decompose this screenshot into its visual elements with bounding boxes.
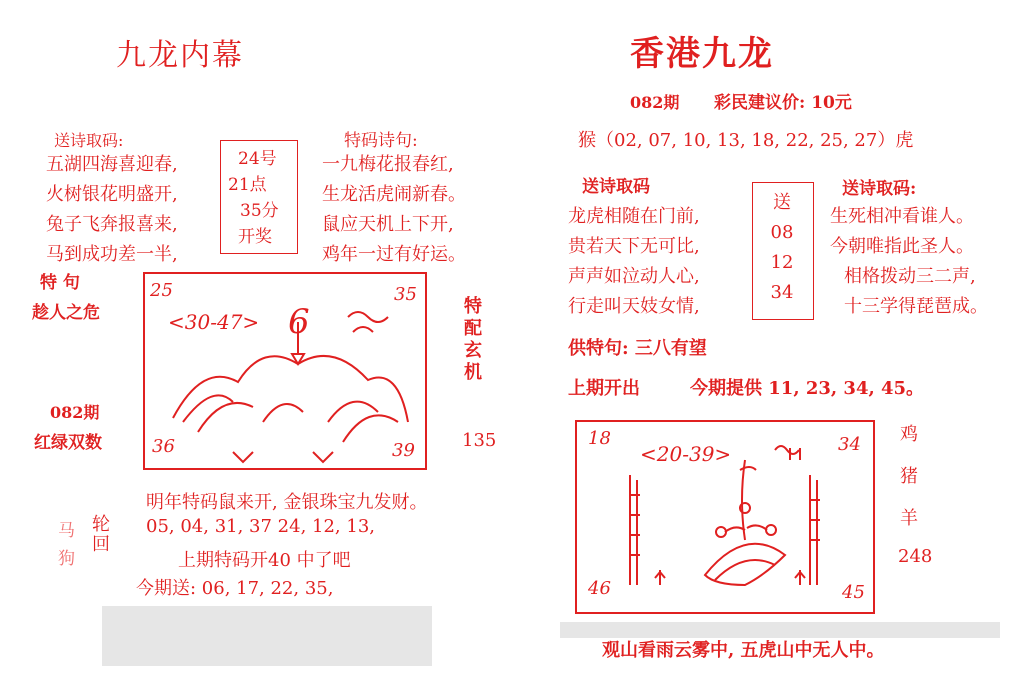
poem-line: 一九梅花报春红, [322,154,454,175]
box-range: <30-47> [168,310,260,334]
left-line-1: 明年特码鼠来开, 金银珠宝九发财。 [146,492,428,513]
poem-line: 生死相冲看谁人。 [830,206,974,227]
left-gray-strip [102,606,432,666]
right-poem-right [830,202,988,322]
left-time-lines [228,146,279,250]
left-poem-right [322,150,466,270]
left-poem-right-title: 特码诗句: [344,131,418,151]
box-corner-number: 46 [588,578,611,599]
left-special-label: 特 句 [40,273,80,293]
center-value: 12 [770,252,794,273]
poem-line: 今朝唯指此圣人。 [830,236,974,257]
poem-line: 行走叫天妓女情, [568,296,700,317]
left-poem-left [46,150,178,270]
mountain-sketch-icon [143,272,423,466]
right-issue: 082期 [630,93,680,112]
right-price: 彩民建议价: 10元 [714,93,852,113]
right-poem-left-title: 送诗取码 [582,177,650,197]
left-issue-text: 红绿双数 [34,433,102,453]
box-corner-number: 18 [588,428,611,449]
right-monkey-line: 猴（02, 07, 10, 13, 18, 22, 25, 27）虎 [578,130,914,151]
time-line: 21点 [228,175,267,195]
side-animal: 羊 [900,508,918,529]
box-corner-number: 39 [392,440,415,461]
poem-line: 十三学得琵琶成。 [844,296,988,317]
center-value: 08 [770,222,794,243]
poem-line: 马到成功差一半, [46,244,178,265]
box-corner-number: 36 [152,436,175,457]
right-side-number: 248 [898,546,933,567]
left-line-4: 今期送: 06, 17, 22, 35, [136,578,334,599]
left-issue: 082期 [50,403,100,422]
time-line: 35分 [240,201,279,221]
time-line: 24号 [238,149,277,169]
right-special: 供特句: 三八有望 [568,338,707,359]
left-line-2: 05, 04, 31, 37 24, 12, 13, [146,516,375,537]
poem-line: 兔子飞奔报喜来, [46,214,178,235]
left-special-text: 趁人之危 [32,303,100,323]
right-poem-right-title: 送诗取码: [842,179,917,199]
center-value: 34 [770,282,794,303]
box-corner-number: 25 [150,280,173,301]
poem-line: 生龙活虎闹新春。 [322,184,466,205]
box-range: <20-39> [640,442,732,466]
left-title: 九龙内幕 [116,38,244,73]
left-poem-left-title: 送诗取码: [54,131,124,150]
right-center-values [752,188,812,308]
poem-line: 贵若天下无可比, [568,236,700,257]
poem-line: 鼠应天机上下开, [322,214,454,235]
left-side-number: 135 [462,430,497,451]
box-corner-number: 34 [838,434,861,455]
time-line: 开奖 [238,227,272,247]
center-value: 送 [773,192,791,213]
left-side-vertical: 特配玄机 [461,296,482,384]
right-title: 香港九龙 [630,34,774,74]
left-line-3: 上期特码开40 中了吧 [178,550,351,571]
flower-basket-sketch-icon [575,420,871,610]
left-animal: 马 [58,521,75,541]
box-corner-number: 45 [842,582,865,603]
right-last-issue: 上期开出 [568,378,640,399]
poem-line: 鸡年一过有好运。 [322,244,466,265]
poem-line: 声声如泣动人心, [568,266,700,287]
box-corner-number: 35 [394,284,417,305]
box-digit: 6 [288,302,310,342]
left-cycle: 轮回 [89,514,110,554]
side-animal: 猪 [900,466,918,487]
right-poem-left [568,202,700,322]
side-animal: 鸡 [900,424,918,445]
right-footer: 观山看雨云雾中, 五虎山中无人中。 [602,640,885,661]
right-provide: 今期提供 11, 23, 34, 45。 [690,378,925,399]
left-animal: 狗 [58,549,75,569]
right-side-animals [900,414,918,540]
poem-line: 火树银花明盛开, [46,184,178,205]
poem-line: 相格拨动三二声, [844,266,976,287]
poem-line: 龙虎相随在门前, [568,206,700,227]
poem-line: 五湖四海喜迎春, [46,154,178,175]
